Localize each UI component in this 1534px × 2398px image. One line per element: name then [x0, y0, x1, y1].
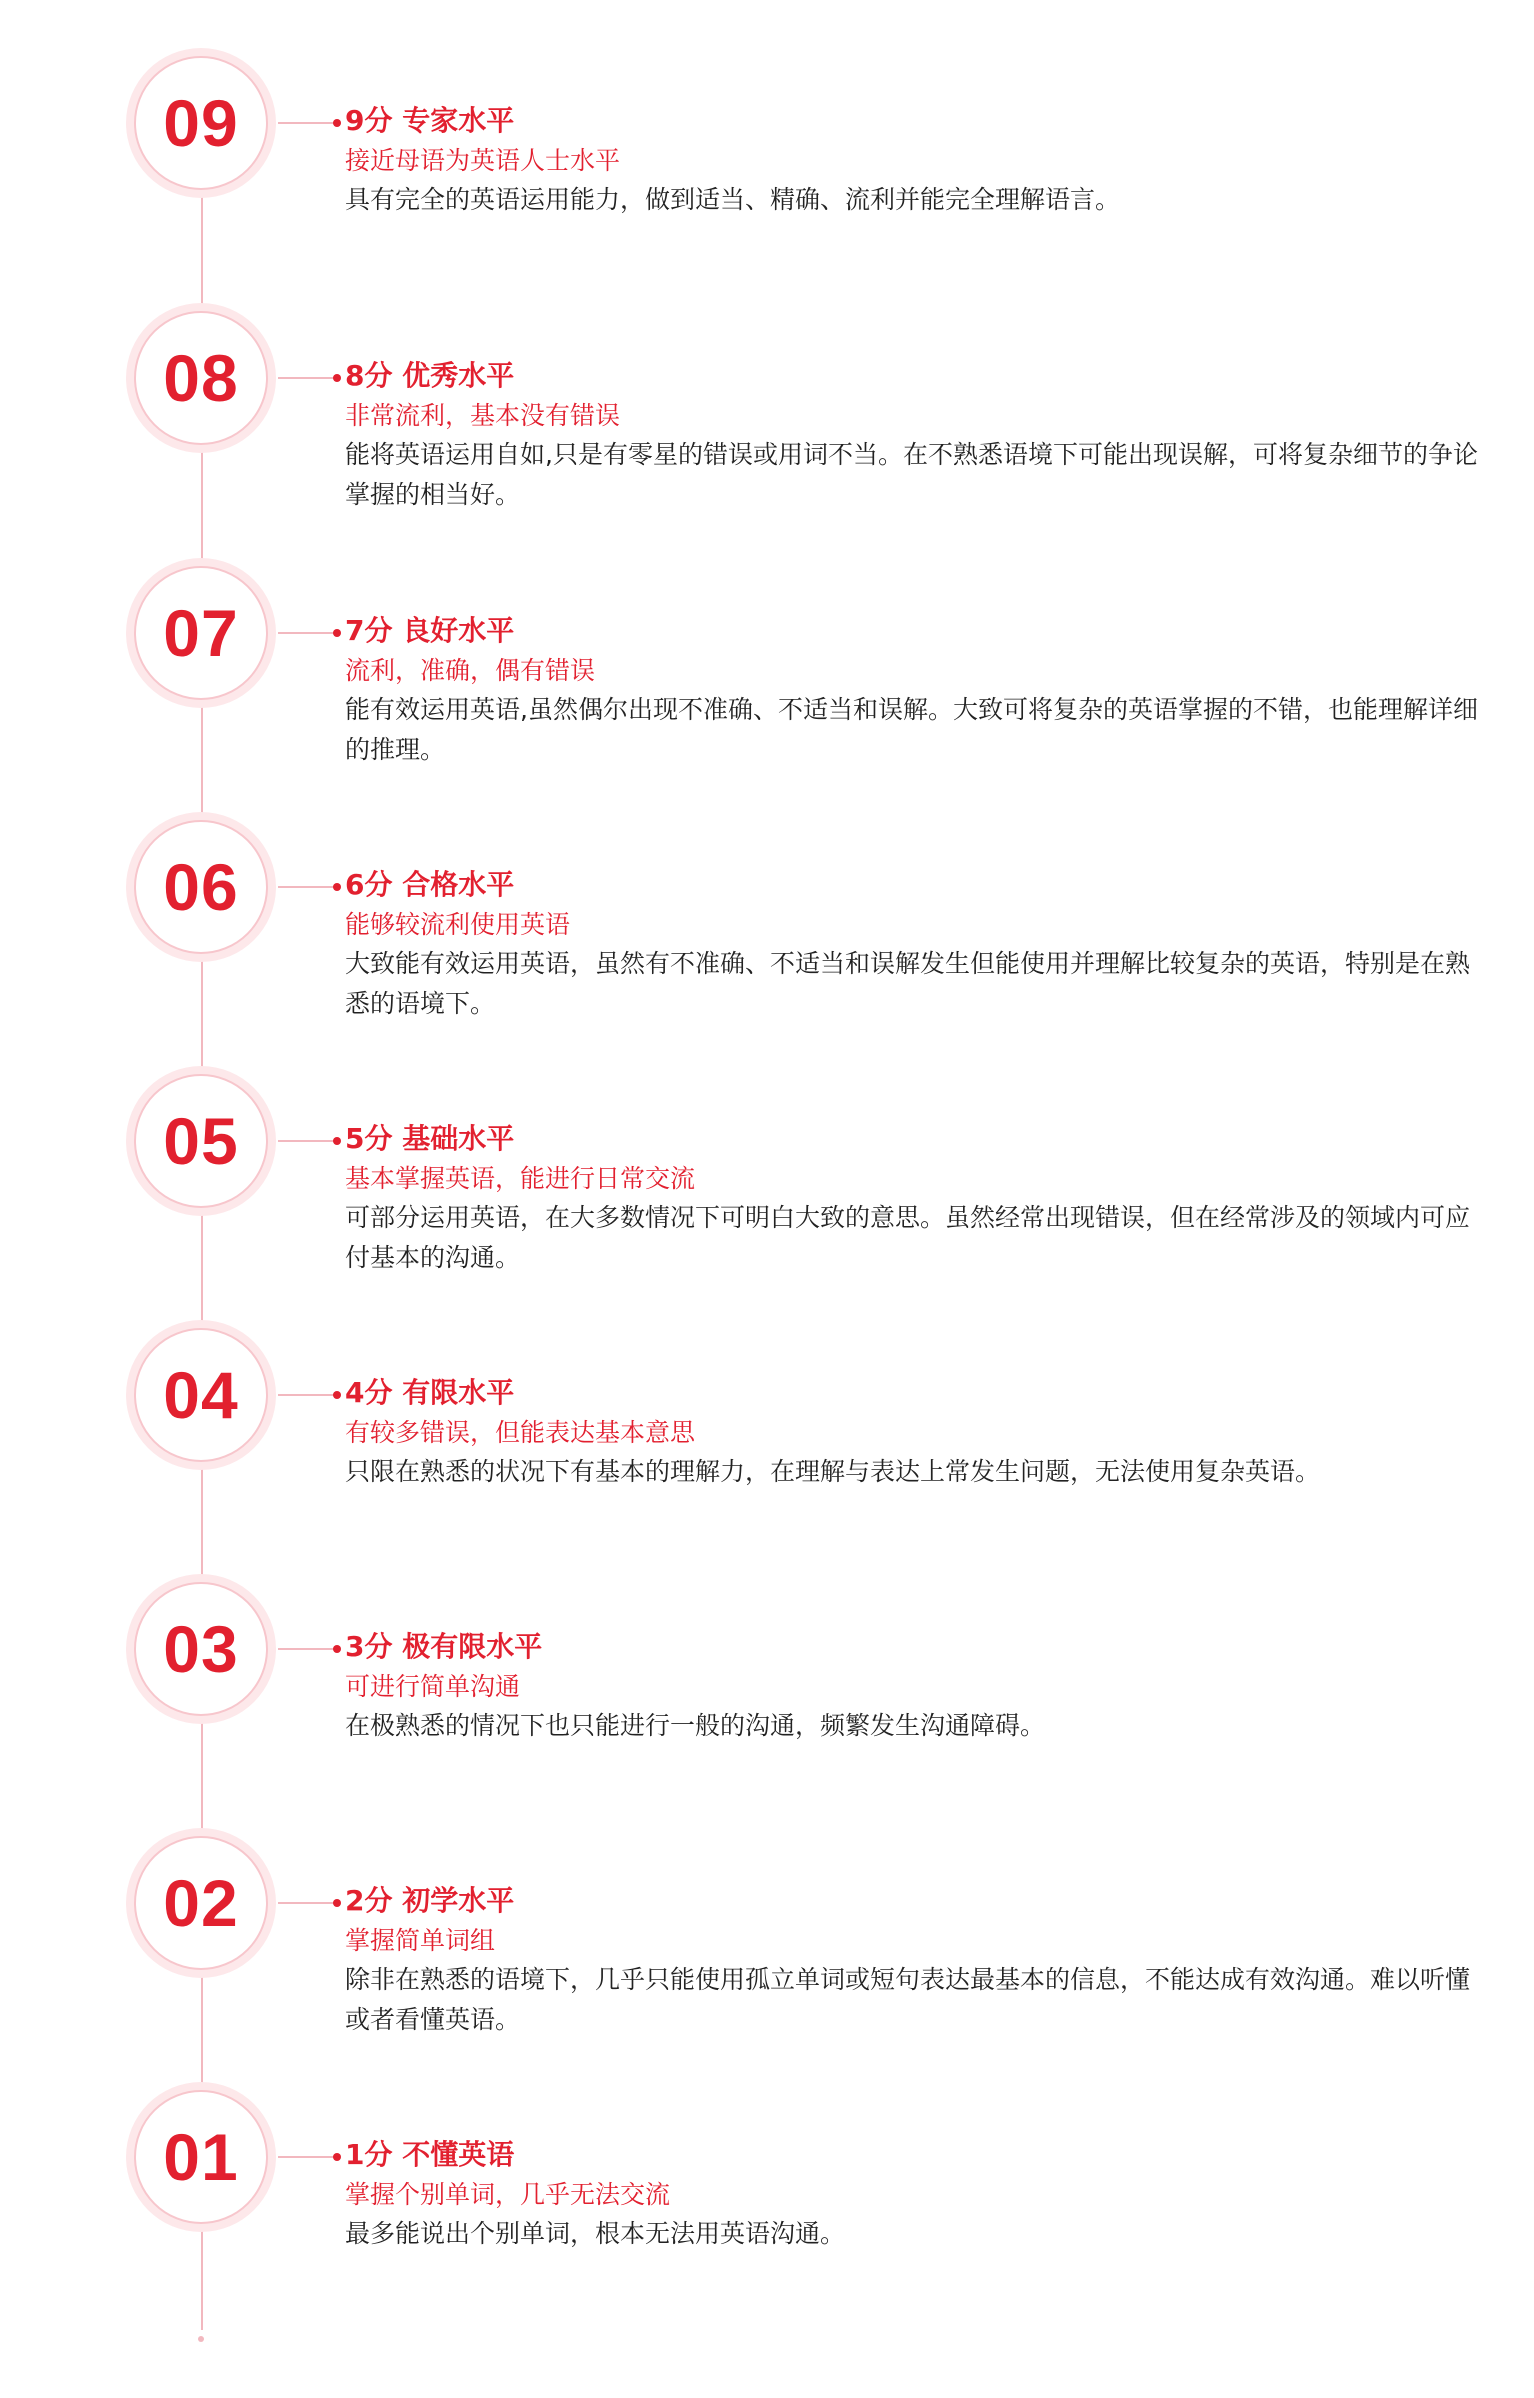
- connector-dot: [333, 1391, 341, 1399]
- level-title: 6分 合格水平: [345, 868, 515, 901]
- level-badge: [126, 1066, 276, 1216]
- connector-dot: [333, 2153, 341, 2161]
- level-number: 05: [163, 1104, 239, 1178]
- level-subtitle: 有较多错误，但能表达基本意思: [345, 1418, 696, 1447]
- connector-dot: [333, 1645, 341, 1653]
- level-subtitle: 能够较流利使用英语: [345, 910, 571, 939]
- connector-dot: [333, 119, 341, 127]
- level-title: 9分 专家水平: [345, 104, 515, 137]
- level-description: 只限在熟悉的状况下有基本的理解力，在理解与表达上常发生问题，无法使用复杂英语。: [345, 1457, 1321, 1486]
- level-subtitle: 掌握个别单词，几乎无法交流: [345, 2180, 671, 2209]
- level-number: 02: [163, 1866, 239, 1940]
- level-badge: [126, 1320, 276, 1470]
- connector-line: [278, 886, 334, 888]
- level-badge: [126, 1574, 276, 1724]
- level-title: 1分 不懂英语: [345, 2138, 515, 2171]
- level-subtitle: 流利，准确，偶有错误: [345, 656, 596, 685]
- timeline-end-dot: [198, 2336, 204, 2342]
- connector-line: [278, 632, 334, 634]
- connector-line: [278, 1140, 334, 1142]
- level-item-9: [0, 48, 1534, 298]
- level-description: 具有完全的英语运用能力，做到适当、精确、流利并能完全理解语言。: [345, 185, 1121, 214]
- level-item-8: [0, 303, 1534, 553]
- connector-dot: [333, 883, 341, 891]
- level-description: 最多能说出个别单词，根本无法用英语沟通。: [345, 2219, 846, 2248]
- level-subtitle: 接近母语为英语人士水平: [345, 146, 621, 175]
- connector-line: [278, 1648, 334, 1650]
- level-number: 08: [163, 341, 239, 415]
- level-number: 07: [163, 596, 239, 670]
- connector-line: [278, 1902, 334, 1904]
- level-item-2: [0, 1828, 1534, 2078]
- level-description: 能有效运用英语,虽然偶尔出现不准确、不适当和误解。大致可将复杂的英语掌握的不错，也能理解详细的推理。: [345, 695, 1478, 764]
- level-title: 8分 优秀水平: [345, 359, 515, 392]
- level-subtitle: 可进行简单沟通: [345, 1672, 521, 1701]
- level-content: [345, 100, 1485, 220]
- level-description: 可部分运用英语，在大多数情况下可明白大致的意思。虽然经常出现错误，但在经常涉及的领域内可应付基本的沟通。: [345, 1203, 1471, 1272]
- level-subtitle: 基本掌握英语，能进行日常交流: [345, 1164, 696, 1193]
- level-title: 7分 良好水平: [345, 614, 515, 647]
- level-title: 3分 极有限水平: [345, 1630, 543, 1663]
- level-number: 06: [163, 850, 239, 924]
- connector-line: [278, 122, 334, 124]
- connector-dot: [333, 1137, 341, 1145]
- connector-dot: [333, 1899, 341, 1907]
- level-title: 5分 基础水平: [345, 1122, 515, 1155]
- level-badge: [126, 2082, 276, 2232]
- level-badge: [126, 48, 276, 198]
- level-item-6: [0, 812, 1534, 1062]
- level-title: 4分 有限水平: [345, 1376, 515, 1409]
- level-badge: [126, 303, 276, 453]
- level-description: 大致能有效运用英语，虽然有不准确、不适当和误解发生但能使用并理解比较复杂的英语，特别是在熟悉的语境下。: [345, 949, 1471, 1018]
- level-content: [345, 1626, 1485, 1746]
- level-content: [345, 1880, 1485, 2040]
- level-content: [345, 355, 1485, 515]
- level-description: 在极熟悉的情况下也只能进行一般的沟通，频繁发生沟通障碍。: [345, 1711, 1046, 1740]
- connector-line: [278, 2156, 334, 2158]
- connector-dot: [333, 629, 341, 637]
- level-content: [345, 1118, 1485, 1278]
- level-content: [345, 610, 1485, 770]
- level-content: [345, 2134, 1485, 2254]
- level-badge: [126, 812, 276, 962]
- level-content: [345, 864, 1485, 1024]
- level-badge: [126, 558, 276, 708]
- level-item-1: [0, 2082, 1534, 2332]
- level-number: 09: [163, 86, 239, 160]
- level-item-5: [0, 1066, 1534, 1316]
- level-subtitle: 掌握简单词组: [345, 1926, 496, 1955]
- level-number: 01: [163, 2120, 239, 2194]
- level-description: 能将英语运用自如,只是有零星的错误或用词不当。在不熟悉语境下可能出现误解，可将复杂细节的争论掌握的相当好。: [345, 440, 1478, 509]
- level-item-4: [0, 1320, 1534, 1570]
- level-description: 除非在熟悉的语境下，几乎只能使用孤立单词或短句表达最基本的信息，不能达成有效沟通。难以听懂或者看懂英语。: [345, 1965, 1471, 2034]
- level-number: 04: [163, 1358, 239, 1432]
- level-item-3: [0, 1574, 1534, 1824]
- level-badge: [126, 1828, 276, 1978]
- level-content: [345, 1372, 1485, 1492]
- level-title: 2分 初学水平: [345, 1884, 515, 1917]
- level-item-7: [0, 558, 1534, 808]
- connector-line: [278, 1394, 334, 1396]
- connector-line: [278, 377, 334, 379]
- connector-dot: [333, 374, 341, 382]
- level-subtitle: 非常流利，基本没有错误: [345, 401, 621, 430]
- level-number: 03: [163, 1612, 239, 1686]
